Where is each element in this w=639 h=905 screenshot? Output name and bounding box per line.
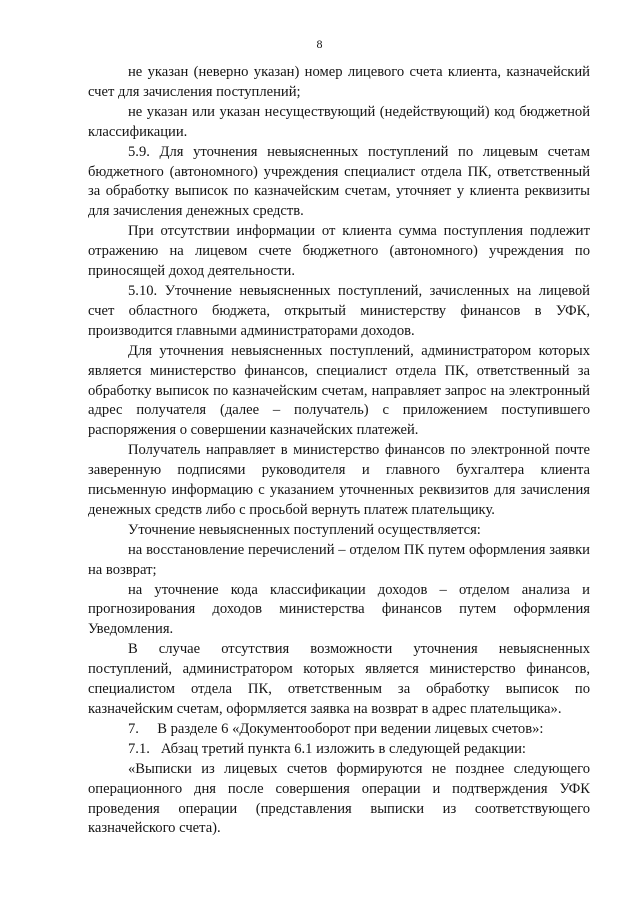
paragraph: 7.1. Абзац третий пункта 6.1 изложить в следующей редакции: [128, 740, 526, 757]
paragraph: 7. В разделе 6 «Документооборот при ведении лицевых счетов»: [128, 720, 544, 737]
document-body [88, 63, 590, 839]
paragraph: не указан (неверно указан) номер лицевого счета клиента, казначейский счет для зачисления поступлений; [88, 64, 590, 100]
paragraph: При отсутствии информации от клиента сумма поступления подлежит отражению на лицевом счете бюджетного (автономного) учреждения по приносящей доход деятельности. [88, 223, 590, 280]
paragraph: на уточнение кода классификации доходов – отделом анализа и прогнозирования доходов министерства финансов путем оформления Уведомления. [88, 581, 590, 638]
paragraph: 5.10. Уточнение невыясненных поступлений, зачисленных на лицевой счет областного бюджета, открытый министерству финансов в УФК, производится главными администраторами доходов. [88, 282, 590, 339]
paragraph: Уточнение невыясненных поступлений осуществляется: [128, 521, 481, 538]
paragraph: Для уточнения невыясненных поступлений, администратором которых является министерство финансов, специалист отдела ПК, ответственный за обработку выписок по казначейским счетам, направляет запрос на электронный адрес получателя (далее – получатель) с приложением поступившего распоряжения о совершении казначейских платежей. [88, 342, 590, 439]
paragraph: В случае отсутствия возможности уточнения невыясненных поступлений, администратором которых является министерство финансов, специалистом отдела ПК, ответственным за обработку выписок по казначейским счетам, оформляется заявка на возврат в адрес плательщика». [88, 641, 590, 717]
paragraph: «Выписки из лицевых счетов формируются не позднее следующего операционного дня после совершения операции и подтверждения УФК проведения операции (представления выписки из соответствующего казначейского счета). [88, 760, 590, 837]
paragraph: Получатель направляет в министерство финансов по электронной почте заверенную подписями руководителя и главного бухгалтера клиента письменную информацию с указанием уточненных реквизитов для зачисления денежных средств либо с просьбой вернуть платеж плательщику. [88, 442, 590, 518]
paragraph: не указан или указан несуществующий (недействующий) код бюджетной классификации. [88, 103, 590, 140]
page-number: 8 [316, 37, 323, 51]
paragraph: на восстановление перечислений – отделом ПК путем оформления заявки на возврат; [88, 541, 590, 578]
paragraph: 5.9. Для уточнения невыясненных поступлений по лицевым счетам бюджетного (автономного) учреждения специалист отдела ПК, ответственный за обработку выписок по казначейским счетам, уточняет у клиента реквизиты для зачисления денежных средств. [88, 143, 590, 220]
